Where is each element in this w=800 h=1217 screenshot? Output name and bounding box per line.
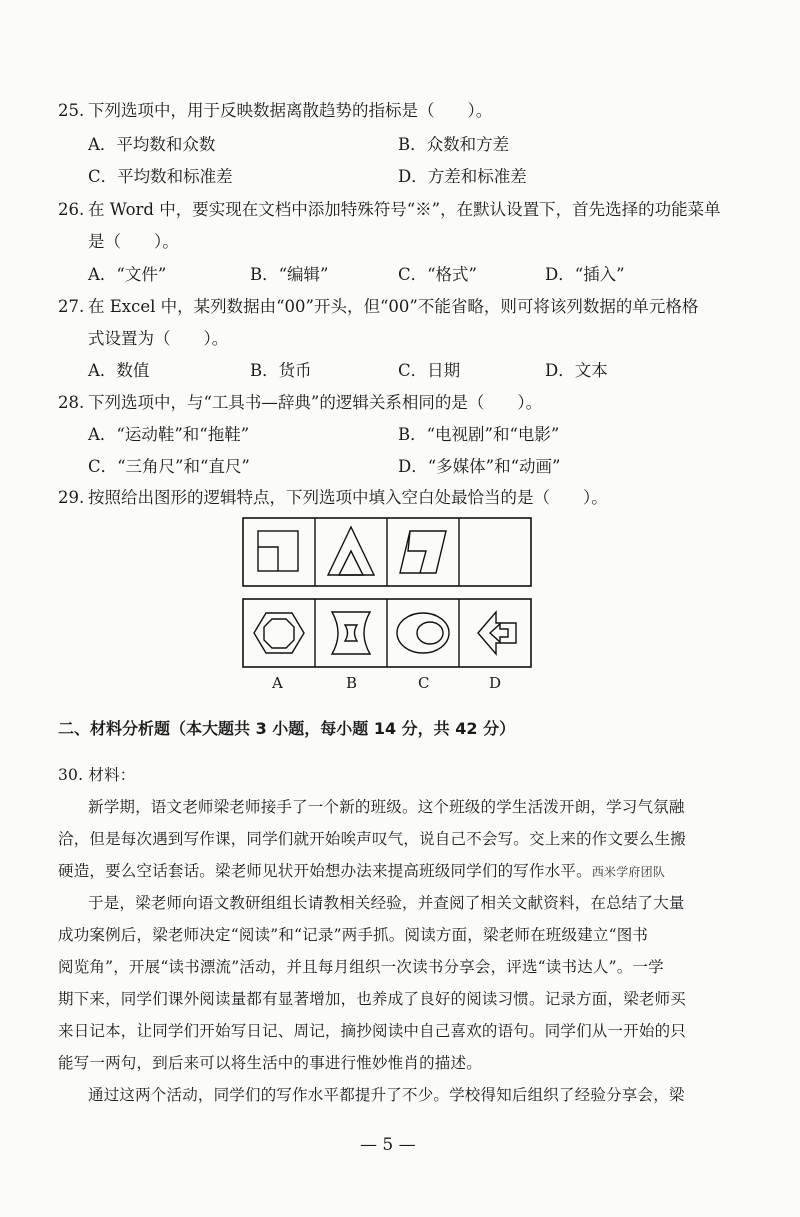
q27-stem-line2: 式设置为（ ）。 xyxy=(88,329,229,348)
nested-triangles-figure xyxy=(328,527,374,575)
q26-option-a: A．“文件” xyxy=(88,265,167,284)
q30-line-7: 期下来，同学们课外阅读量都有显著增加，也养成了良好的阅读习惯。记录方面，梁老师买 xyxy=(58,990,687,1008)
q30-line-4: 于是，梁老师向语文教研组组长请教相关经验，并查阅了相关文献资料，在总结了大量 xyxy=(88,894,685,912)
parallelogram-figure xyxy=(400,531,446,573)
q30-line-9: 能写一两句，到后来可以将生活中的事进行惟妙惟肖的描述。 xyxy=(58,1054,482,1072)
q27-stem-line1: 27. 在 Excel 中，某列数据由“00”开头，但“00”不能省略，则可将该列数据的单元格格 xyxy=(58,297,699,316)
q29-question-figures xyxy=(242,517,532,587)
q29-label-d: D xyxy=(489,674,502,692)
q25-option-c: C．平均数和标准差 xyxy=(88,167,233,186)
q30-line-8: 来日记本，让同学们开始写日记、周记，摘抄阅读中自己喜欢的语句。同学们从一开始的只 xyxy=(58,1022,687,1040)
q30-header: 30. 材料： xyxy=(58,766,136,784)
q30-line-3: 硬造，要么空话套话。梁老师见状开始想办法来提高班级同学们的写作水平。西米学府团队 xyxy=(58,862,666,880)
q25-option-d: D．方差和标准差 xyxy=(398,167,527,186)
q28-option-c: C．“三角尺”和“直尺” xyxy=(88,457,250,476)
q26-option-b: B．“编辑” xyxy=(250,265,329,284)
q29-option-figures xyxy=(242,598,532,668)
q29-label-b: B xyxy=(346,674,358,692)
q28-option-b: B．“电视剧”和“电影” xyxy=(398,425,560,444)
nested-squares-figure xyxy=(258,531,298,571)
option-d-arrow-figure xyxy=(478,612,516,654)
q30-line-2: 洽，但是每次遇到写作课，同学们就开始唉声叹气，说自己不会写。交上来的作文要么生搬 xyxy=(58,830,687,848)
q29-label-c: C xyxy=(418,674,430,692)
q27-option-a: A．数值 xyxy=(88,361,150,380)
section-2-title: 二、材料分析题（本大题共 3 小题，每小题 14 分，共 42 分） xyxy=(58,719,516,738)
q25-stem: 25. 下列选项中，用于反映数据离散趋势的指标是（ ）。 xyxy=(58,101,493,120)
watermark-stamp: 西米学府团队 xyxy=(591,865,666,879)
option-b-concave-figure xyxy=(332,612,370,654)
q28-option-d: D．“多媒体”和“动画” xyxy=(398,457,561,476)
q26-option-d: D．“插入” xyxy=(545,265,625,284)
q30-line-5: 成功案例后，梁老师决定“阅读”和“记录”两手抓。阅读方面，梁老师在班级建立“图书 xyxy=(58,926,649,944)
q27-option-b: B．货币 xyxy=(250,361,312,380)
q27-option-c: C．日期 xyxy=(398,361,461,380)
q28-option-a: A．“运动鞋”和“拖鞋” xyxy=(88,425,250,444)
option-c-ellipse-figure xyxy=(397,613,449,653)
page-number: — 5 — xyxy=(360,1135,416,1155)
q26-stem-line1: 26. 在 Word 中，要实现在文档中添加特殊符号“※”，在默认设置下，首先选择的功能菜单 xyxy=(58,200,721,219)
q25-option-a: A．平均数和众数 xyxy=(88,135,216,154)
q28-stem: 28. 下列选项中，与“工具书—辞典”的逻辑关系相同的是（ ）。 xyxy=(58,393,543,412)
q26-stem-line2: 是（ ）。 xyxy=(88,232,179,251)
option-a-hexagon-figure xyxy=(254,613,304,653)
q30-line-10: 通过这两个活动，同学们的写作水平都提升了不少。学校得知后组织了经验分享会，梁 xyxy=(88,1086,685,1104)
q25-option-b: B．众数和方差 xyxy=(398,135,510,154)
q29-stem: 29. 按照给出图形的逻辑特点，下列选项中填入空白处最恰当的是（ ）。 xyxy=(58,488,608,507)
q27-option-d: D．文本 xyxy=(545,361,608,380)
q30-line-1: 新学期，语文老师梁老师接手了一个新的班级。这个班级的学生活泼开朗，学习气氛融 xyxy=(88,798,685,816)
q29-label-a: A xyxy=(272,674,283,692)
q26-option-c: C．“格式” xyxy=(398,265,477,284)
q30-line-6: 阅览角”，开展“读书漂流”活动，并且每月组织一次读书分享会，评选“读书达人”。一学 xyxy=(58,958,664,976)
